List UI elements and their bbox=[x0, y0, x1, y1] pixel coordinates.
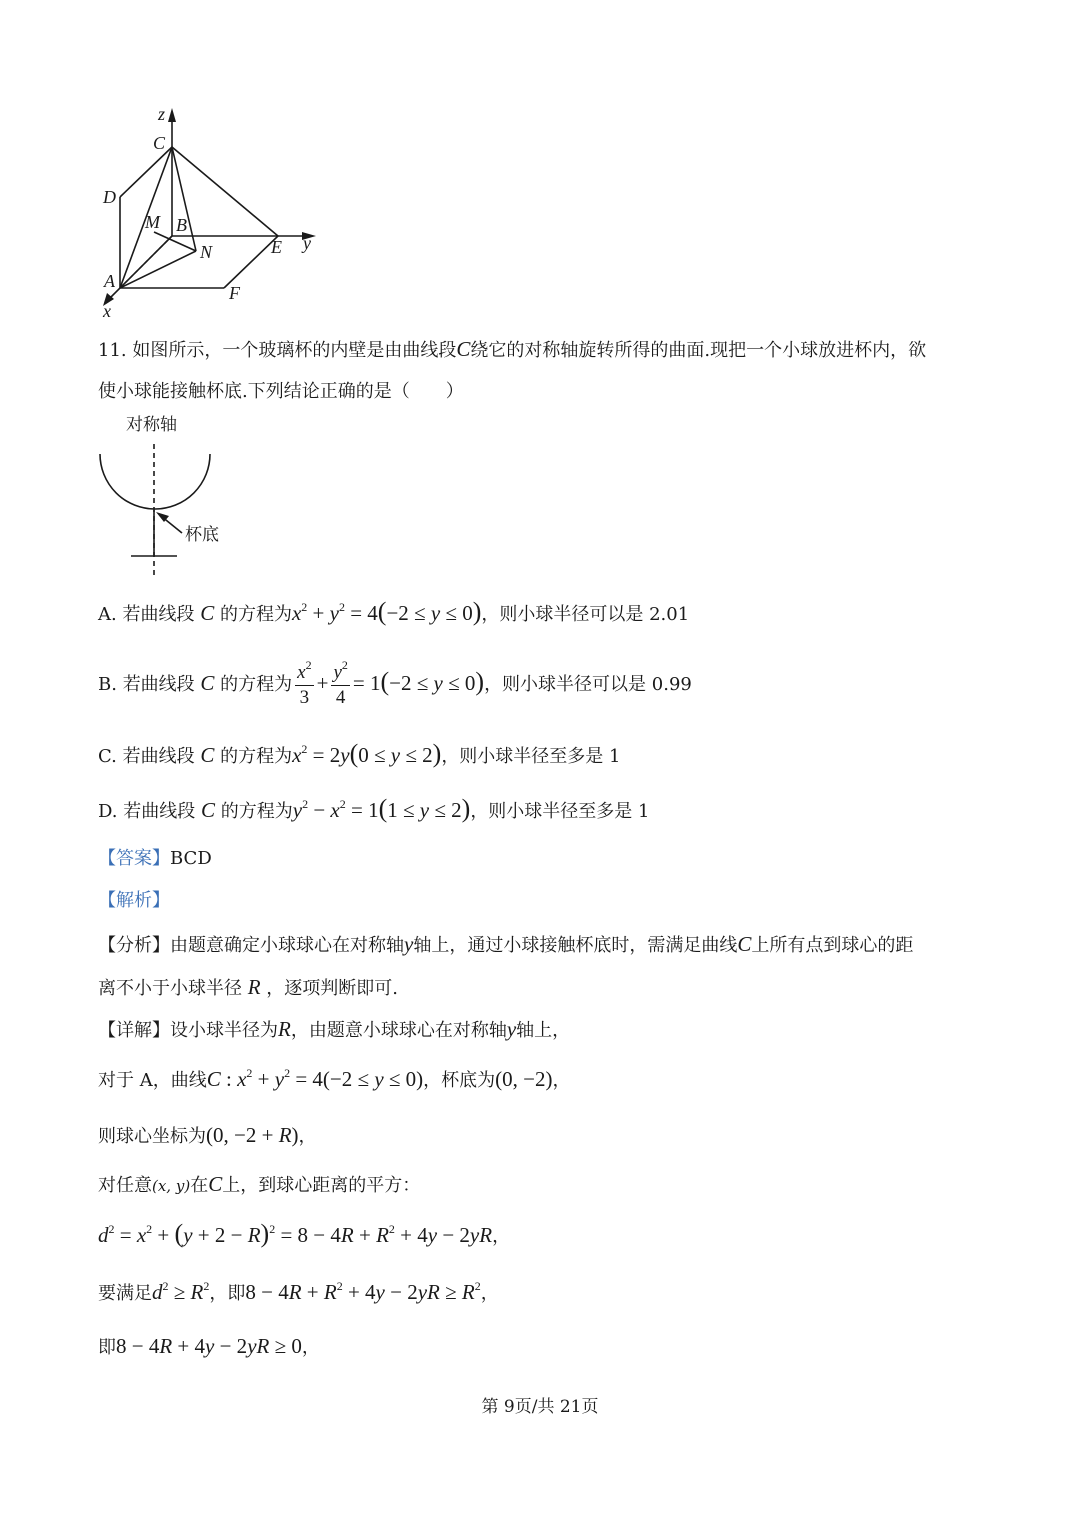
cup-figure bbox=[95, 440, 275, 580]
fenxi-line2: 离不小于小球半径 R ，逐项判断即可. bbox=[98, 975, 399, 999]
cup-bottom-label: 杯底 bbox=[185, 525, 219, 545]
label-E: E bbox=[271, 237, 282, 257]
label-C: C bbox=[153, 133, 166, 153]
step-4: $d^2 = x^2 + (y + 2 - R)^2 = 8 - 4R + R^2 + 4y - 2yR$， bbox=[98, 1219, 511, 1248]
label-B: B bbox=[176, 215, 187, 235]
step-1: 对于 A，曲线C : $x^2 + y^2 = 4(-2 \le y \le 0)$，杯底为(0, −2)， bbox=[98, 1066, 571, 1091]
fenxi-line1: 【分析】由题意确定小球球心在对称轴y轴上，通过小球接触杯底时，需满足曲线C上所有点到球心的距 bbox=[98, 932, 914, 956]
step-3: 对任意(x, y)在C上，到球心距离的平方： bbox=[98, 1172, 421, 1196]
label-M: M bbox=[145, 212, 160, 232]
label-N: N bbox=[200, 242, 213, 262]
analysis-tag: 【解析】 bbox=[98, 890, 170, 911]
label-x: x bbox=[103, 301, 111, 321]
question-11-line2: 使小球能接触杯底.下列结论正确的是（ ） bbox=[98, 381, 464, 402]
option-A: A. 若曲线段 C 的方程为$x^2 + y^2 = 4(-2 \le y \le 0)$，则小球半径可以是 2.01 bbox=[98, 597, 690, 626]
answer-line bbox=[98, 847, 212, 871]
label-A: A bbox=[104, 271, 115, 291]
option-B: B. 若曲线段 C 的方程为 $\frac{x^2}{3}$ + $\frac{y^2}{4}$ = 1(−2 ≤ y ≤ 0)，则小球半径可以是 0.99 bbox=[98, 657, 692, 708]
analysis-line bbox=[98, 889, 170, 913]
answer-tag: 【答案】 bbox=[98, 848, 170, 869]
label-F: F bbox=[229, 283, 240, 303]
option-D: D. 若曲线段 C 的方程为$y^2 - x^2 = 1(1 \le y \le 2)$，则小球半径至多是 1 bbox=[98, 794, 650, 823]
symmetry-axis-label: 对称轴 bbox=[126, 415, 177, 435]
step-6: 即8 − 4R + 4y − 2yR ≥ 0， bbox=[98, 1334, 320, 1358]
label-z: z bbox=[158, 104, 166, 124]
label-D: D bbox=[103, 187, 116, 207]
xiangjie-line: 【详解】设小球半径为R，由题意小球球心在对称轴y轴上， bbox=[98, 1017, 571, 1041]
answer-value: BCD bbox=[170, 848, 212, 869]
option-C: C. 若曲线段 C 的方程为$x^2 = 2y(0 \le y \le 2)$，则小球半径至多是 1 bbox=[98, 739, 621, 768]
geometry-figure bbox=[95, 100, 335, 322]
step-2: 则球心坐标为(0, −2 + R)， bbox=[98, 1123, 317, 1147]
step-5: 要满足$d^2 \ge R^2$，即$8 - 4R + R^2 + 4y - 2yR \ge R^2$， bbox=[98, 1279, 499, 1304]
question-11-line1: 11. 如图所示，一个玻璃杯的内壁是由曲线段C绕它的对称轴旋转所得的曲面.现把一个小球放进杯内，欲 bbox=[98, 337, 927, 361]
label-y: y bbox=[303, 233, 311, 253]
page-footer: 第 9页/共 21页 bbox=[481, 1397, 599, 1417]
